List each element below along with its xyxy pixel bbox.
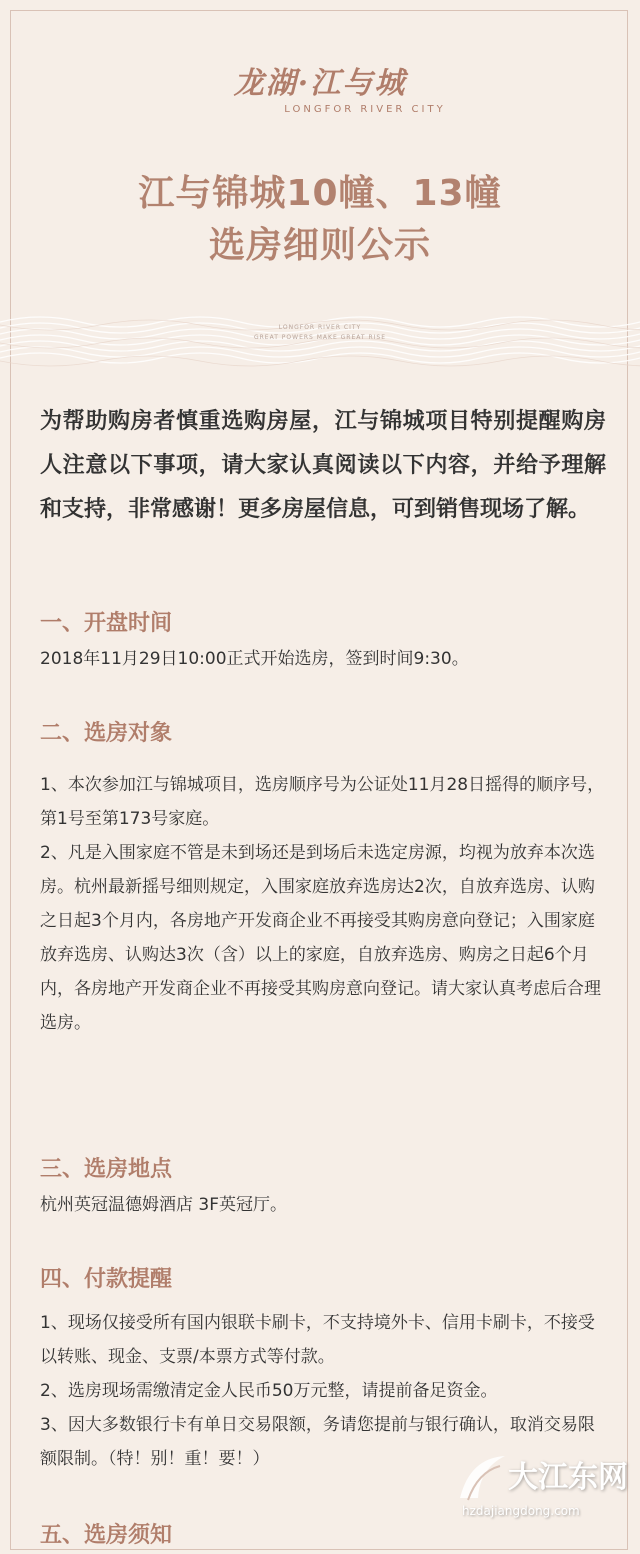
- watermark-url: hzdajiangdong.com: [462, 1504, 580, 1518]
- section-body: [40, 1188, 606, 1222]
- banner-line-2: GREAT POWERS MAKE GREAT RISE: [253, 334, 387, 341]
- section-title: 一、开盘时间: [40, 611, 173, 636]
- intro-paragraph: 为帮助购房者慎重选购房屋，江与锦城项目特别提醒购房人注意以下事项，请大家认真阅读以下内容，并给予理解和支持，非常感谢！更多房屋信息，可到销售现场了解。: [40, 409, 606, 522]
- section-body: [40, 642, 606, 676]
- section-title: 三、选房地点: [40, 1157, 173, 1182]
- banner-line-1: LONGFOR RIVER CITY: [278, 324, 362, 331]
- section-paragraph: 2、选房现场需缴清定金人民币50万元整，请提前备足资金。: [40, 1381, 498, 1401]
- brand-tagline: LONGFOR RIVER CITY: [284, 104, 446, 115]
- section-body: [40, 768, 606, 1040]
- title-line-1: 江与锦城10幢、13幢: [138, 173, 502, 214]
- watermark-name: 大江东网: [508, 1460, 628, 1495]
- section-title: 二、选房对象: [40, 721, 173, 746]
- section-title: 四、付款提醒: [40, 1267, 173, 1292]
- section-title: 五、选房须知: [40, 1523, 173, 1548]
- title-line-2: 选房细则公示: [208, 225, 431, 266]
- site-watermark: [450, 1448, 640, 1532]
- brand-logo: [0, 58, 640, 115]
- watermark-swirl-icon: [450, 1448, 510, 1508]
- section-paragraph: 2、凡是入围家庭不管是未到场还是到场后未选定房源，均视为放弃本次选房。杭州最新摇号细则规定，入围家庭放弃选房达2次，自放弃选房、认购之日起3个月内，各房地产开发商企业不再接受其购房意向登记；入围家庭放弃选房、认购达3次（含）以上的家庭，自放弃选房、购房之日起6个月内，各房地产开发商企业不再接受其购房意向登记。请大家认真考虑后合理选房。: [40, 843, 601, 1033]
- section-paragraph: 1、本次参加江与锦城项目，选房顺序号为公证处11月28日摇得的顺序号，第1号至第173号家庭。: [40, 775, 605, 829]
- decorative-wave-banner: [0, 300, 640, 380]
- page-title: [0, 168, 640, 272]
- section-eligible-buyers: [40, 716, 606, 1040]
- section-payment-reminder: [40, 1262, 606, 1476]
- section-opening-time: [40, 606, 606, 676]
- section-paragraph: 3、因大多数银行卡有单日交易限额，务请您提前与银行确认，取消交易限额限制。（特！别！重！要！）: [40, 1415, 595, 1469]
- brand-name: 龙湖·江与城: [233, 66, 407, 101]
- section-paragraph: 杭州英冠温德姆酒店 3F英冠厅。: [40, 1195, 287, 1215]
- section-paragraph: 2018年11月29日10:00正式开始选房，签到时间9:30。: [40, 649, 469, 669]
- section-location: [40, 1152, 606, 1222]
- section-paragraph: 1、现场仅接受所有国内银联卡刷卡，不支持境外卡、信用卡刷卡，不接受以转账、现金、支票/本票方式等付款。: [40, 1313, 595, 1367]
